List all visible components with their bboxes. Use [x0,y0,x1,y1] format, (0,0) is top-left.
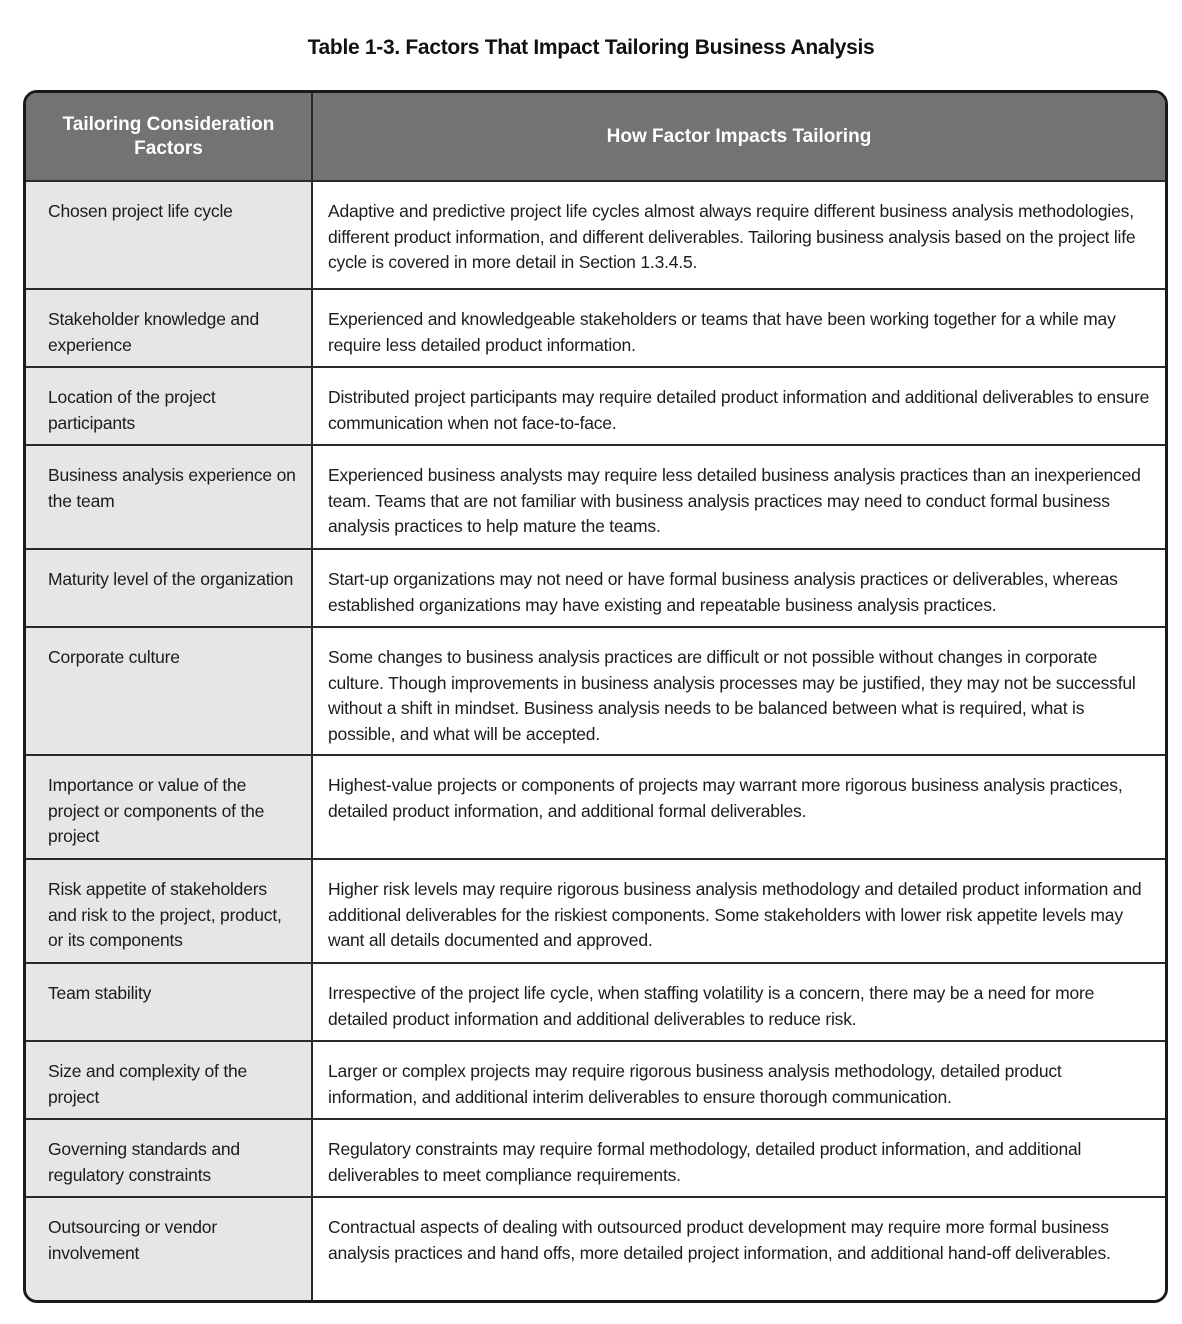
factor-cell: Stakeholder knowledge and experience [26,289,312,367]
impact-cell: Experienced and knowledgeable stakeholders or teams that have been working together for a while may require less detailed product information. [312,289,1165,367]
factors-table-frame [23,90,1168,1303]
factor-cell: Size and complexity of the project [26,1041,312,1119]
table-header [26,93,1165,181]
table-row [26,289,1165,367]
factor-cell: Location of the project participants [26,367,312,445]
table-row [26,181,1165,289]
impact-cell: Distributed project participants may require detailed product information and additional deliverables to ensure communication when not face-to-face. [312,367,1165,445]
table-title: Table 1-3. Factors That Impact Tailoring Business Analysis [307,36,875,59]
table-row [26,1197,1165,1300]
factor-cell: Business analysis experience on the team [26,445,312,549]
impact-cell: Larger or complex projects may require rigorous business analysis methodology, detailed product information, and additional interim deliverables to ensure thorough communication. [312,1041,1165,1119]
table-body [26,181,1165,1300]
factor-cell: Chosen project life cycle [26,181,312,289]
factors-table [26,93,1165,1300]
impact-cell: Some changes to business analysis practices are difficult or not possible without changes in corporate culture. Though improvements in business analysis processes may be justified, they may not be successful without a shift in mindset. Business analysis needs to be balanced between what is required, what is possible, and what will be accepted. [312,627,1165,755]
table-row [26,1041,1165,1119]
table-row [26,367,1165,445]
impact-cell: Adaptive and predictive project life cycles almost always require different business analysis methodologies, different product information, and different deliverables. Tailoring business analysis based on the project life cycle is covered in more detail in Section 1.3.4.5. [312,181,1165,289]
table-row [26,445,1165,549]
factor-cell: Team stability [26,963,312,1041]
impact-cell: Regulatory constraints may require formal methodology, detailed product information, and additional deliverables to meet compliance requirements. [312,1119,1165,1197]
header-impacts: How Factor Impacts Tailoring [312,93,1165,181]
impact-cell: Highest-value projects or components of projects may warrant more rigorous business analysis practices, detailed product information, and additional formal deliverables. [312,755,1165,859]
header-factors: Tailoring Consideration Factors [26,93,312,181]
impact-cell: Irrespective of the project life cycle, when staffing volatility is a concern, there may be a need for more detailed product information and additional deliverables to reduce risk. [312,963,1165,1041]
impact-cell: Contractual aspects of dealing with outsourced product development may require more formal business analysis practices and hand offs, more detailed project information, and additional hand-off deliverables. [312,1197,1165,1300]
table-row [26,859,1165,963]
table-row [26,1119,1165,1197]
factor-cell: Maturity level of the organization [26,549,312,627]
factor-cell: Importance or value of the project or components of the project [26,755,312,859]
table-row [26,549,1165,627]
factor-cell: Governing standards and regulatory constraints [26,1119,312,1197]
impact-cell: Start-up organizations may not need or have formal business analysis practices or deliverables, whereas established organizations may have existing and repeatable business analysis practices. [312,549,1165,627]
table-row [26,963,1165,1041]
table-row [26,627,1165,755]
factor-cell: Corporate culture [26,627,312,755]
impact-cell: Experienced business analysts may require less detailed business analysis practices than an inexperienced team. Teams that are not familiar with business analysis practices may need to conduct formal business analysis practices to help mature the teams. [312,445,1165,549]
factor-cell: Outsourcing or vendor involvement [26,1197,312,1300]
table-row [26,755,1165,859]
impact-cell: Higher risk levels may require rigorous business analysis methodology and detailed product information and additional deliverables for the riskiest components. Some stakeholders with lower risk appetite levels may want all details documented and approved. [312,859,1165,963]
factor-cell: Risk appetite of stakeholders and risk to the project, product, or its components [26,859,312,963]
header-row [26,93,1165,181]
